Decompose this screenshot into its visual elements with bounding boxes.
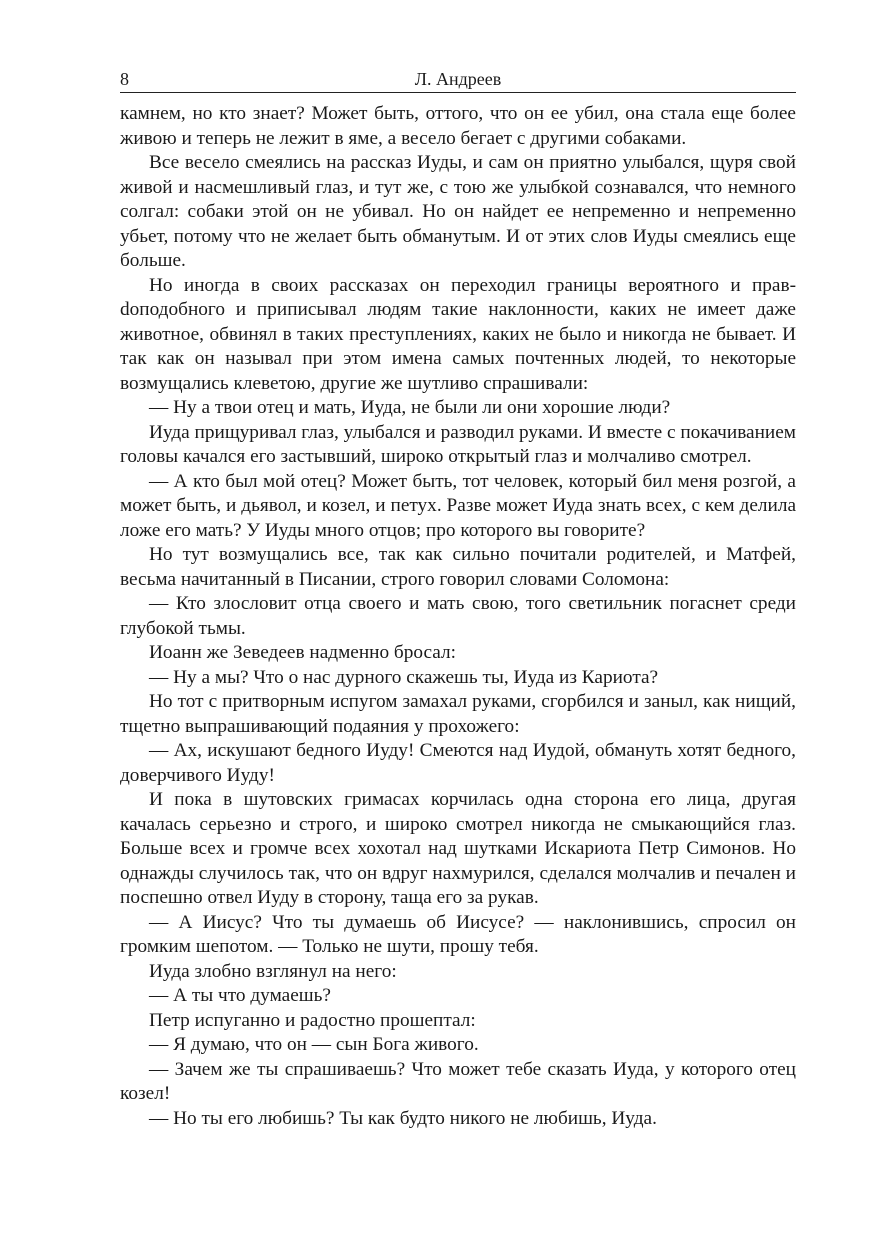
page-number: 8 [120,69,129,89]
dialogue-line: — Ну а мы? Что о нас дурного скажешь ты, Иуда из Кариота? [149,666,659,688]
paragraph: Иуда прищуривал глаз, улыбался и разводил руками. И вместе с покачиванием головы качался его застывший, широко открытый глаз и молчаливо смотрел. [120,421,796,467]
dialogue-line: — Кто злословит отца своего и мать свою, того светильник погаснет среди глубокой тьмы. [120,593,796,639]
dialogue-line: — Но ты его любишь? Ты как будто никого не любишь, Иуда. [149,1107,657,1129]
page-header [120,68,796,93]
paragraph: Все весело смеялись на рассказ Иуды, и сам он приятно улыбался, щуря свой живой и насмешливый глаз, и тут же, с тою же улыбкой сознавался, что немного солгал: собаки этой он не убивал. Но он найдет ее непременно и непременно убьет, потому что не желает быть обманутым. И от этих слов Иуды смеялись еще больше. [120,152,796,271]
dialogue-line: — Ах, искушают бедного Иуду! Смеются над Иудой, обмануть хотят бедного, доверчивого Иуду! [120,740,796,786]
running-title: Л. Андреев [414,69,502,89]
dialogue-line: — А кто был мой отец? Может быть, тот человек, который бил меня розгой, а может быть, и дьявол, и козел, и петух. Разве может Иуда знать всех, с кем делила ложе его мать? У Иуды много отцов; про которого вы говорите? [120,470,796,541]
paragraph: И пока в шутовских гримасах корчилась одна сторона его лица, другая качалась серьезно и строго, и широко смотрел никогда не смыкающийся глаз. Больше всех и громче всех хохотал над шутками Искариота Петр Симонов. Но однажды случилось так, что он вдруг нахмурился, сделался молчалив и печален и поспешно отвел Иуду в сторону, таща его за рукав. [120,789,796,908]
paragraph: Петр испуганно и радостно прошептал: [149,1009,476,1031]
paragraph: Иуда злобно взглянул на него: [149,960,397,982]
paragraph: Иоанн же Зеведеев надменно бросал: [149,642,457,663]
dialogue-line: — А Иисус? Что ты думаешь об Иисусе? — наклонившись, спросил он громким шепотом. — Только не шути, прошу тебя. [120,911,796,957]
dialogue-line: — Я думаю, что он — сын Бога живого. [149,1034,479,1055]
paragraph: Но тот с притворным испугом замахал руками, сгорбился и заныл, как нищий, тщетно выпрашивающий подаяния у прохожего: [120,691,796,737]
dialogue-line: — Зачем же ты спрашиваешь? Что может тебе сказать Иуда, у которого отец козел! [120,1058,796,1104]
body-text [120,102,796,1131]
dialogue-line: — Ну а твои отец и мать, Иуда, не были ли они хорошие люди? [149,397,671,418]
paragraph: камнем, но кто знает? Может быть, оттого, что он ее убил, она стала еще более живою и теперь не лежит в яме, а весело бегает с другими собаками. [120,103,796,149]
paragraph: Но иногда в своих рассказах он переходил границы вероятного и правdоподобного и приписывал людям такие наклонности, каких не имеет даже животное, обвинял в таких преступлениях, каких не было и никогда не бывает. И так как он называл при этом имена самых почтенных людей, то некоторые возмущались клеветою, другие же шутливо спрашивали: [120,274,796,394]
paragraph: Но тут возмущались все, так как сильно почитали родителей, и Матфей, весьма начитанный в Писании, строго говорил словами Соломона: [120,544,796,590]
dialogue-line: — А ты что думаешь? [149,985,331,1006]
